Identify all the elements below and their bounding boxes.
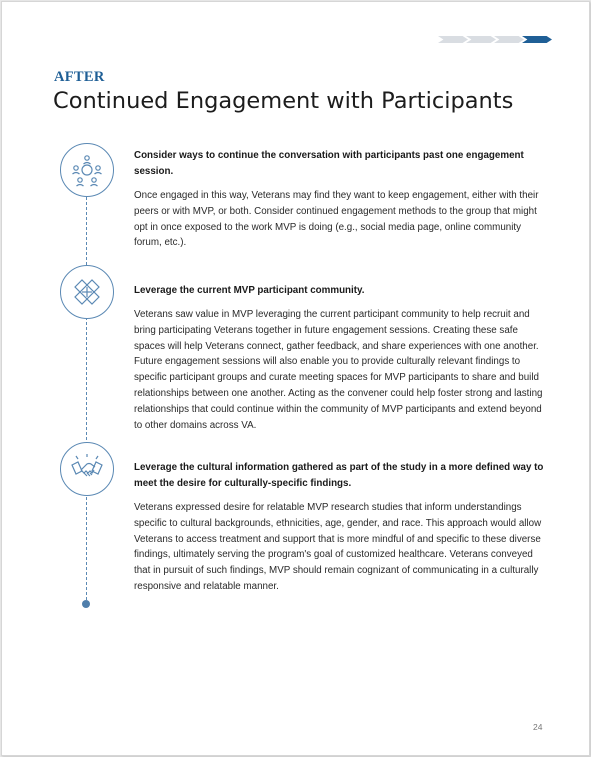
- item-body: Veterans expressed desire for relatable MVP research studies that inform understandings specific to cultural backgrounds, ethnicities, age, gender, and race. This approach would allow Veterans to access treatment and support that is more mindful of and specific to these diverse findings, ultimately serving the program's goal of customized healthcare. Veterans conveyed that in pursuit of such findings, MVP should remain cognizant of communicating in a culturally responsive and relatable manner.: [134, 502, 542, 592]
- document-page: [1, 1, 590, 756]
- progress-step: [438, 36, 468, 43]
- timeline-end-dot: [82, 600, 90, 608]
- content-item: [134, 148, 544, 251]
- progress-step-active: [522, 36, 552, 43]
- content-item: [134, 460, 544, 595]
- content-item: [134, 283, 544, 433]
- progress-step: [466, 36, 496, 43]
- item-heading: Leverage the current MVP participant community.: [134, 285, 365, 296]
- item-heading: Leverage the cultural information gathered as part of the study in a more defined way to meet the desire for culturally-specific findings.: [134, 462, 544, 489]
- timeline-line: [86, 192, 87, 605]
- item-body: Veterans saw value in MVP leveraging the current participant community to help recruit and bring participating Veterans together in future engagement sessions. Creating these safe spaces will help Veterans connect, gather feedback, and share experiences with one another. Future engagement sessions will also enable you to provide culturally relevant findings to specific participant groups and curate meeting spaces for MVP participants to share and build relationships between one another. Acting as the convener could help foster strong and lasting relationships that could continue within the community of MVP participants and extend beyond to other domains across VA.: [134, 309, 543, 431]
- handshake-icon: [60, 442, 114, 496]
- page-number: 24: [533, 722, 543, 732]
- linked-hands-icon: [60, 265, 114, 319]
- section-label: AFTER: [54, 69, 105, 85]
- people-network-icon: [60, 143, 114, 197]
- progress-step: [494, 36, 524, 43]
- progress-indicator: [438, 36, 550, 43]
- page-title: Continued Engagement with Participants: [53, 88, 514, 114]
- item-heading: Consider ways to continue the conversation with participants past one engagement session.: [134, 150, 524, 177]
- item-body: Once engaged in this way, Veterans may find they want to keep engagement, either with their peers or with MVP, or both. Consider continued engagement methods to the group that might opt in once exposed to the work MVP is doing (e.g., social media page, online community forum, etc.).: [134, 190, 539, 249]
